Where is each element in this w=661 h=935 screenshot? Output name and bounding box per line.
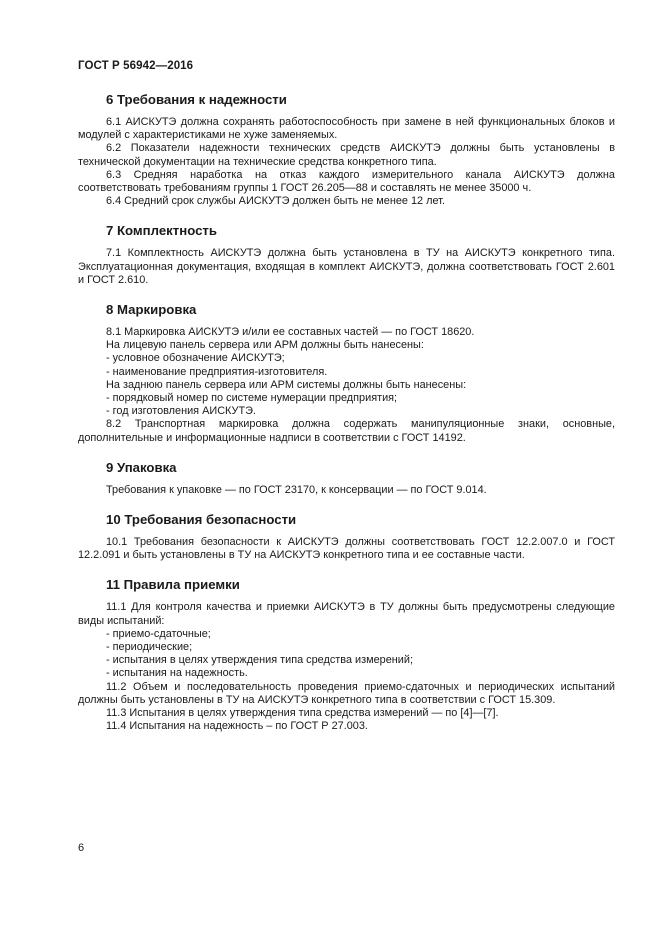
paragraph: 11.4 Испытания на надежность – по ГОСТ Р 27.003. bbox=[106, 720, 368, 733]
list-item: - периодические; bbox=[106, 641, 193, 654]
paragraph: 8.1 Маркировка АИСКУТЭ и/или ее составных частей — по ГОСТ 18620. bbox=[106, 326, 475, 339]
paragraph: 10.1 Требования безопасности к АИСКУТЭ должны соответствовать ГОСТ 12.2.007.0 и ГОСТ 12.2.091 и быть установлены в ТУ на АИСКУТЭ конкретного типа и ее составные части. bbox=[78, 536, 615, 562]
list-item: - наименование предприятия-изготовителя. bbox=[106, 365, 328, 378]
paragraph: 8.2 Транспортная маркировка должна содержать манипуляционные знаки, основные, дополнительные и информационные надписи в соответствии с ГОСТ 14192. bbox=[78, 418, 615, 444]
section-9 bbox=[78, 459, 615, 497]
paragraph: 6.4 Средний срок службы АИСКУТЭ должен быть не менее 12 лет. bbox=[106, 195, 445, 208]
list-item: - порядковый номер по системе нумерации предприятия; bbox=[106, 392, 398, 405]
standard-header: ГОСТ Р 56942—2016 bbox=[78, 60, 194, 72]
list-item: - испытания на надежность. bbox=[106, 667, 248, 680]
section-10 bbox=[78, 511, 615, 562]
section-6 bbox=[78, 91, 615, 208]
list-item: На лицевую панель сервера или АРМ должны быть нанесены: bbox=[106, 339, 424, 352]
section-title: 9 Упаковка bbox=[106, 459, 177, 475]
paragraph: 6.3 Средняя наработка на отказ каждого измерительного канала АИСКУТЭ должна соответствовать требованиям группы 1 ГОСТ 26.205—88 и составлять не менее 35000 ч. bbox=[78, 168, 615, 195]
section-8 bbox=[78, 301, 615, 445]
paragraph: 6.1 АИСКУТЭ должна сохранять работоспособность при замене в ней функциональных блоков и модулей с характеристиками не хуже заменяемых. bbox=[78, 116, 615, 142]
page-number: 6 bbox=[78, 842, 85, 854]
list-item: - приемо-сдаточные; bbox=[106, 627, 211, 640]
section-title: 10 Требования безопасности bbox=[106, 512, 297, 528]
paragraph: 11.2 Объем и последовательность проведения приемо-сдаточных и периодических испытаний должны быть установлены в ТУ на АИСКУТЭ конкретного типа в соответствии с ГОСТ 15.309. bbox=[78, 680, 615, 706]
section-title: 6 Требования к надежности bbox=[106, 92, 287, 107]
document-body bbox=[78, 91, 615, 748]
section-7 bbox=[78, 222, 615, 287]
section-title: 8 Маркировка bbox=[106, 302, 197, 318]
paragraph: 7.1 Комплектность АИСКУТЭ должна быть установлена в ТУ на АИСКУТЭ конкретного типа. Эксплуатационная документация, входящая в комплект АИСКУТЭ, должна соответствовать ГОСТ 2.601 и ГОСТ 2.610. bbox=[78, 247, 615, 286]
list-item: - условное обозначение АИСКУТЭ; bbox=[106, 352, 285, 365]
paragraph: 11.3 Испытания в целях утверждения типа средства измерений — по [4]—[7]. bbox=[106, 707, 499, 720]
list-item: Требования к упаковке — по ГОСТ 23170, к консервации — по ГОСТ 9.014. bbox=[106, 483, 487, 496]
section-title: 7 Комплектность bbox=[106, 223, 217, 239]
paragraph: 11.1 Для контроля качества и приемки АИСКУТЭ в ТУ должны быть предусмотрены следующие виды испытаний: bbox=[78, 601, 615, 627]
list-item: На заднюю панель сервера или АРМ системы должны быть нанесены: bbox=[106, 378, 467, 391]
list-item: - испытания в целях утверждения типа средства измерений; bbox=[106, 654, 413, 667]
list-item: - год изготовления АИСКУТЭ. bbox=[106, 405, 256, 418]
section-11 bbox=[78, 576, 615, 733]
paragraph: 6.2 Показатели надежности технических средств АИСКУТЭ должны быть установлены в техничеcкой документации на технические средства конкретного типа. bbox=[78, 142, 615, 168]
section-title: 11 Правила приемки bbox=[106, 577, 240, 593]
